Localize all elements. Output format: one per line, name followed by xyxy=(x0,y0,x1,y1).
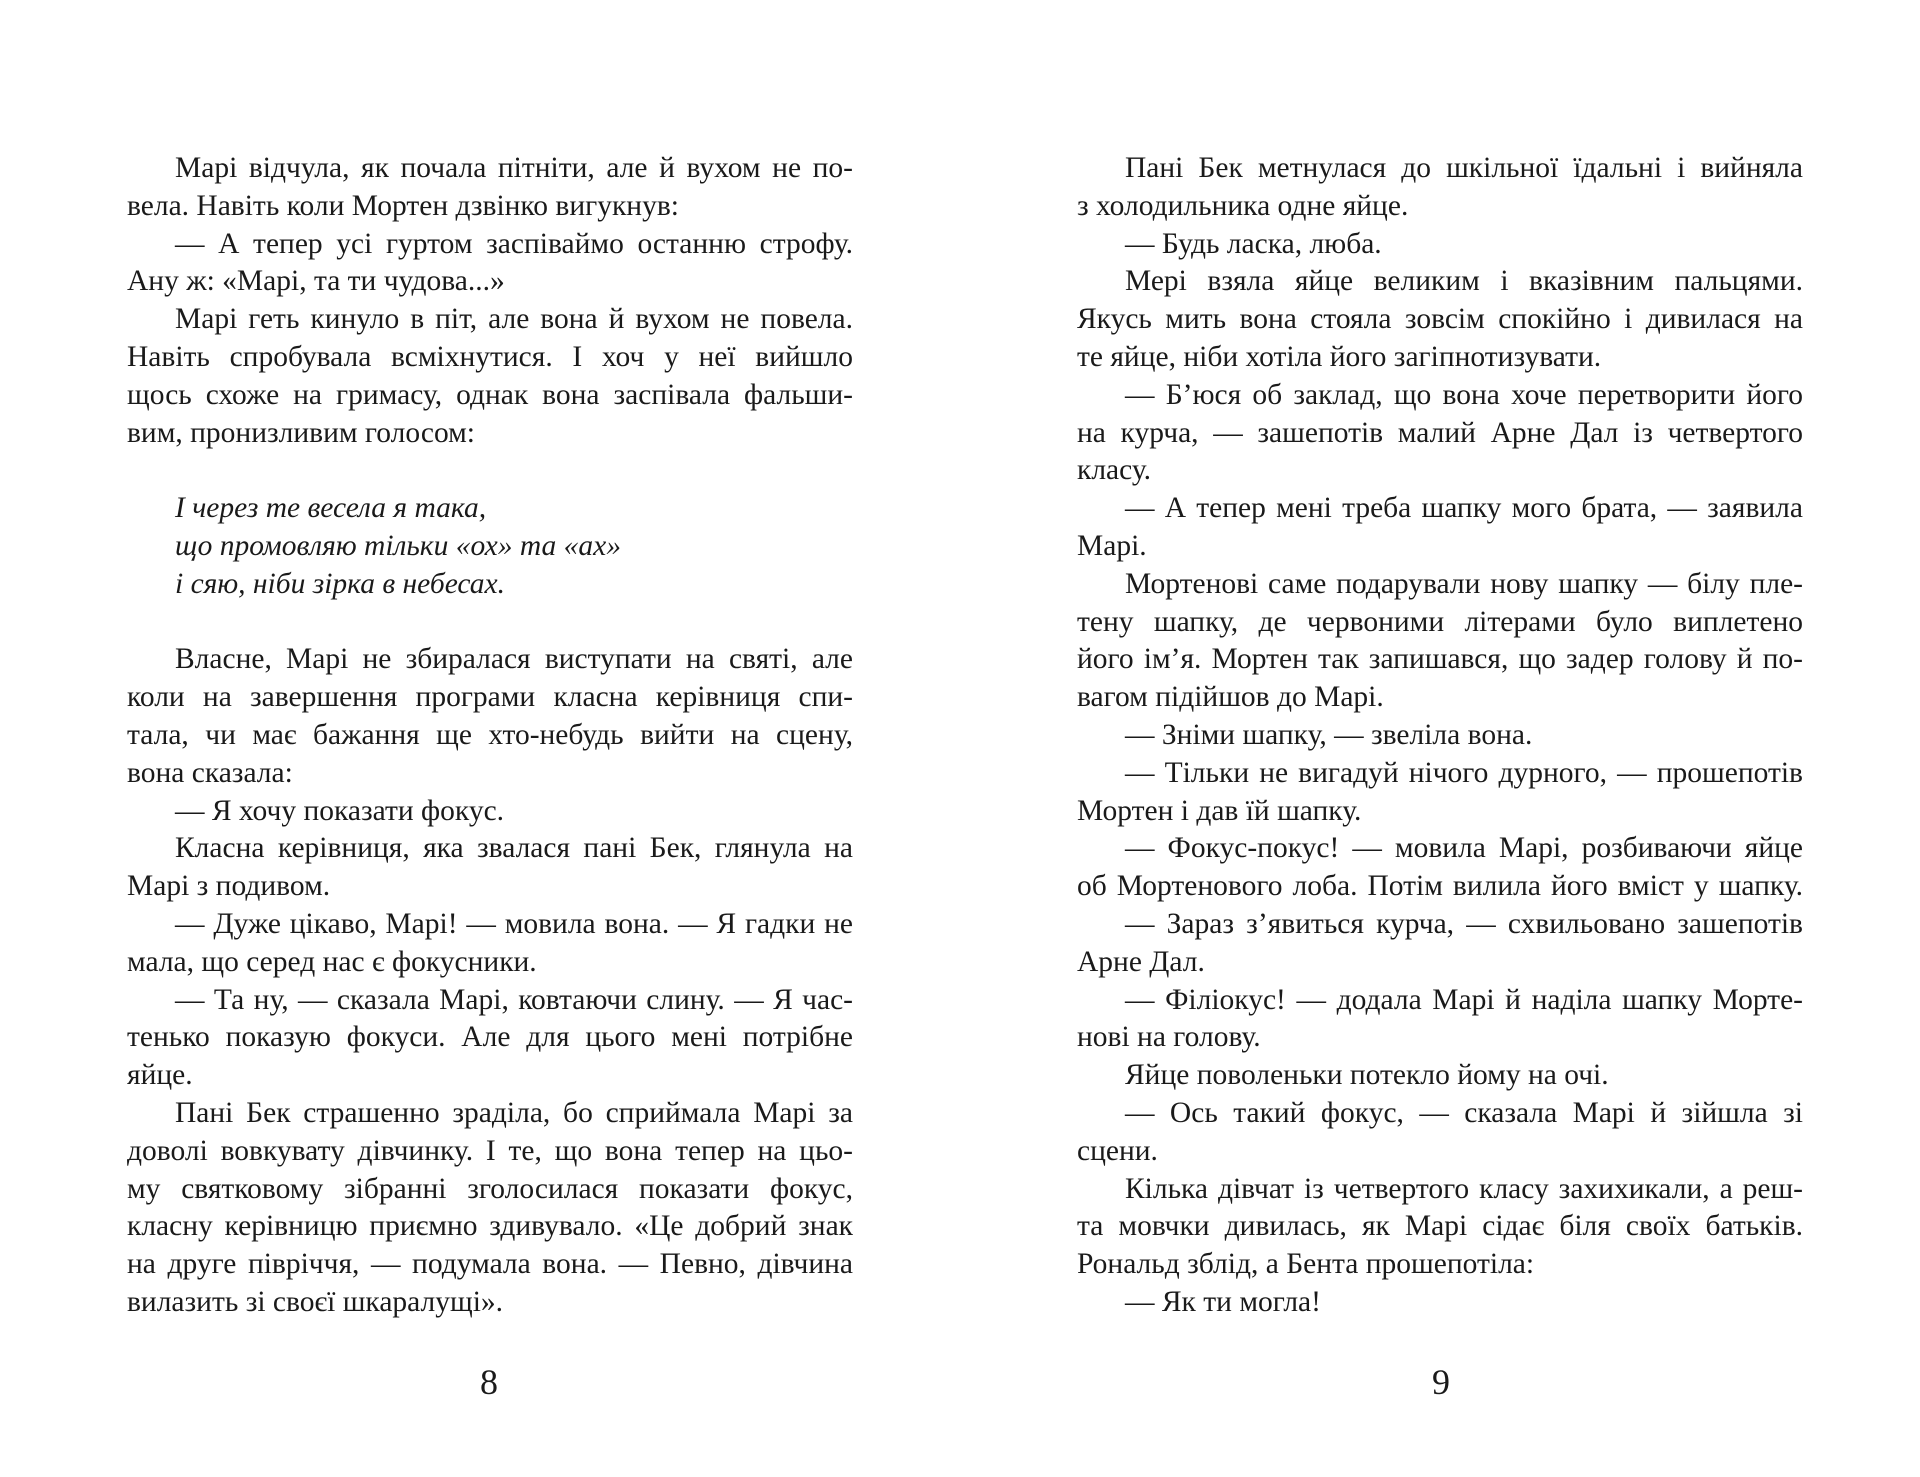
text-line: Марі з подивом. xyxy=(127,870,331,903)
verse-line: і сяю, ніби зірка в небесах. xyxy=(175,567,505,600)
text-line: його ім’я. Мортен так запишався, що задер голову й по- xyxy=(1077,643,1803,676)
text-line: класну керівницю приємно здивувало. «Це добрий знак xyxy=(127,1210,853,1243)
text-line: — Та ну, — сказала Марі, ковтаючи слину. — Я час- xyxy=(175,983,853,1016)
text-line: — Я хочу показати фокус. xyxy=(175,794,505,827)
verse-line: що промовляю тільки «ох» та «ах» xyxy=(175,529,621,562)
text-line: класу. xyxy=(1077,454,1152,487)
text-line: нові на голову. xyxy=(1077,1021,1261,1054)
text-line: мала, що серед нас є фокусники. xyxy=(127,945,537,978)
text-line: Мері взяла яйце великим і вказівним пальцями. xyxy=(1125,265,1803,298)
text-line: — Тільки не вигадуй нічого дурного, — прошепотів xyxy=(1125,756,1803,789)
text-line: вона сказала: xyxy=(127,756,293,789)
text-line: Марі відчула, як почала пітніти, але й вухом не по- xyxy=(175,152,853,184)
text-line: вагом підійшов до Марі. xyxy=(1077,681,1384,714)
text-line: Кілька дівчат із четвертого класу захихикали, а реш- xyxy=(1125,1172,1803,1205)
text-line: — Будь ласка, люба. xyxy=(1125,227,1382,260)
text-line: — Зніми шапку, — звеліла вона. xyxy=(1125,718,1533,751)
text-line: — Дуже цікаво, Марі! — мовила вона. — Я гадки не xyxy=(175,907,853,940)
text-line: на курча, — зашепотів малий Арне Дал із четвертого xyxy=(1077,416,1803,449)
text-line: — Як ти могла! xyxy=(1125,1285,1321,1318)
text-line: та мовчки дивилась, як Марі сідає біля своїх батьків. xyxy=(1077,1210,1803,1243)
text-line: Власне, Марі не збиралася виступати на святі, але xyxy=(175,643,853,676)
text-line: тену шапку, де червоними літерами було виплетено xyxy=(1077,605,1803,638)
page-number-right: 9 xyxy=(1432,1362,1450,1402)
stanza-gap xyxy=(127,604,853,642)
text-line: Навіть спробувала всміхнутися. І хоч у неї вийшло xyxy=(127,340,853,373)
text-line: Рональд зблід, а Бента прошепотіла: xyxy=(1077,1248,1535,1281)
text-line: Марі геть кинуло в піт, але вона й вухом не повела. xyxy=(175,303,853,336)
text-line: Пані Бек страшенно зраділа, бо сприймала Марі за xyxy=(175,1096,853,1129)
text-line: те яйце, ніби хотіла його загіпнотизувати. xyxy=(1077,340,1602,373)
text-line: Пані Бек метнулася до шкільної їдальні і вийняла xyxy=(1125,152,1803,184)
text-line: на друге півріччя, — подумала вона. — Певно, дівчина xyxy=(127,1248,853,1281)
text-line: щось схоже на гримасу, однак вона заспівала фальши- xyxy=(127,378,853,411)
text-line: Марі. xyxy=(1077,529,1147,562)
text-line: Ану ж: «Марі, та ти чудова...» xyxy=(127,265,505,298)
stanza-gap xyxy=(127,452,853,490)
text-line: об Мортенового лоба. Потім вилила його вміст у шапку. xyxy=(1077,870,1803,903)
text-line: з холодильника одне яйце. xyxy=(1077,189,1409,222)
text-line: тенько показую фокуси. Але для цього мені потрібне xyxy=(127,1021,853,1054)
text-line: яйце. xyxy=(127,1059,193,1092)
text-line: коли на завершення програми класна керівниця спи- xyxy=(127,681,853,714)
text-line: му святковому зібранні зголосилася показати фокус, xyxy=(127,1172,853,1205)
text-line: — Фокус-покус! — мовила Марі, розбиваючи яйце xyxy=(1125,832,1803,865)
text-line: тала, чи має бажання ще хто-небудь вийти на сцену, xyxy=(127,718,853,751)
text-line: Якусь мить вона стояла зовсім спокійно і дивилася на xyxy=(1077,303,1803,336)
text-line: Арне Дал. xyxy=(1077,945,1205,978)
page-number-left: 8 xyxy=(480,1362,498,1402)
text-line: Мортенові саме подарували нову шапку — білу пле- xyxy=(1125,567,1803,600)
text-line: — Б’юся об заклад, що вона хоче перетворити його xyxy=(1125,378,1803,411)
verse-line: І через те весела я така, xyxy=(175,492,487,525)
text-line: сцени. xyxy=(1077,1134,1158,1167)
verse-stanza xyxy=(127,490,853,603)
text-line: доволі вовкувату дівчинку. І те, що вона тепер на цьо- xyxy=(127,1134,853,1167)
text-line: — Філіокус! — додала Марі й наділа шапку Морте- xyxy=(1125,983,1803,1016)
text-line: вилазить зі своєї шкаралущі». xyxy=(127,1285,504,1318)
text-line: Яйце поволеньки потекло йому на очі. xyxy=(1125,1059,1609,1092)
text-line: Класна керівниця, яка звалася пані Бек, глянула на xyxy=(175,832,853,865)
text-line: Мортен і дав їй шапку. xyxy=(1077,794,1362,827)
text-line: — Ось такий фокус, — сказала Марі й зійшла зі xyxy=(1125,1096,1803,1129)
text-line: — Зараз з’явиться курча, — схвильовано зашепотів xyxy=(1125,907,1803,940)
right-page xyxy=(1077,150,1803,1322)
text-line: — А тепер усі гуртом заспіваймо останню строфу. xyxy=(175,227,853,260)
text-line: вела. Навіть коли Мортен дзвінко вигукнув: xyxy=(127,189,679,222)
text-line: — А тепер мені треба шапку мого брата, — заявила xyxy=(1125,492,1803,525)
left-page xyxy=(127,150,853,1322)
text-line: вим, пронизливим голосом: xyxy=(127,416,475,449)
